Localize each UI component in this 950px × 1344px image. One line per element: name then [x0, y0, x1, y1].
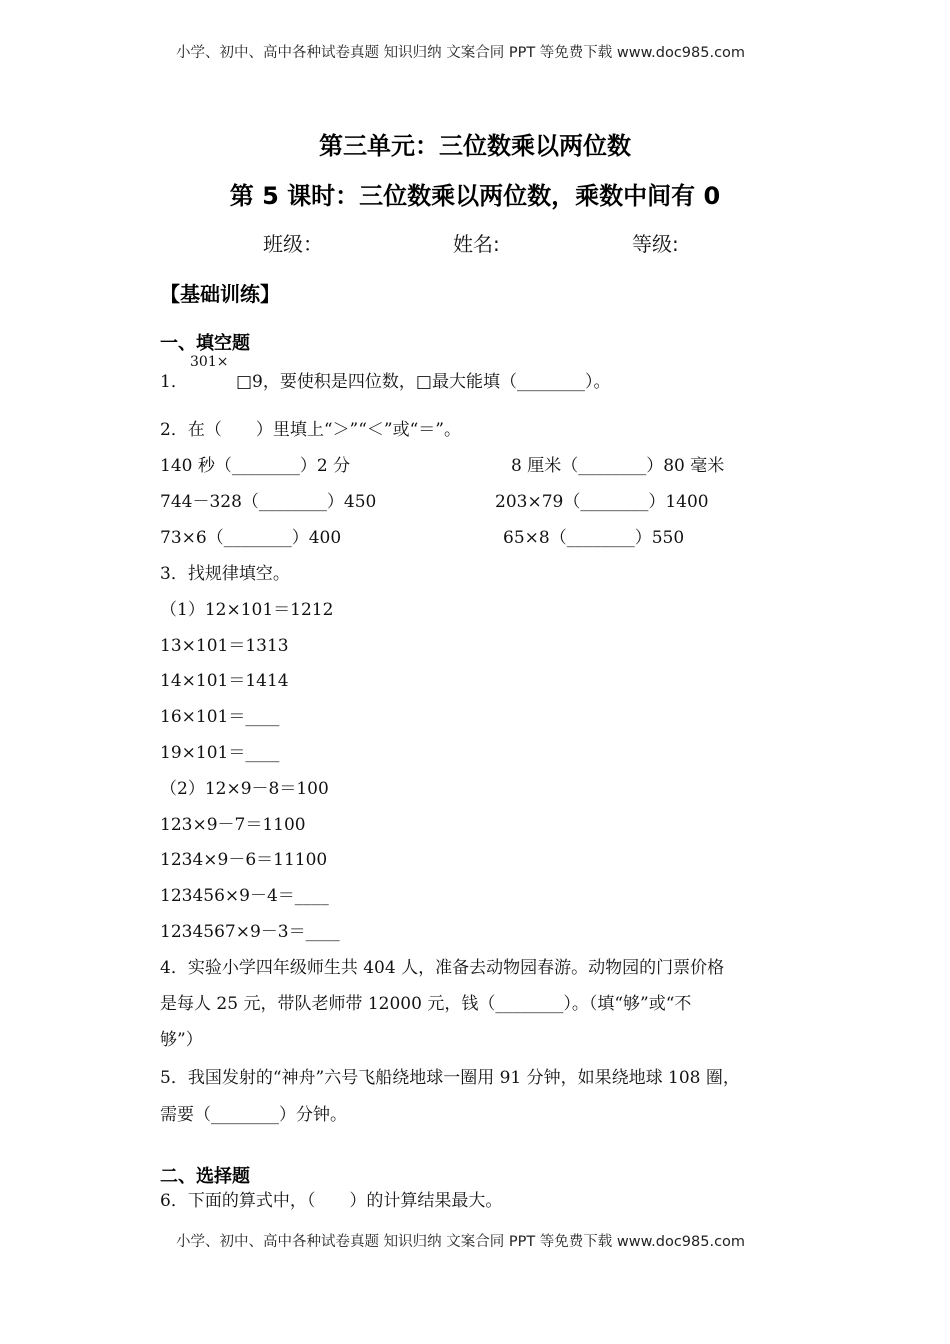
q3-line: 123456×9－4＝____	[160, 886, 329, 906]
q2-row2-left: 744－328（________）450	[160, 492, 377, 512]
q3-line: 16×101＝____	[160, 707, 280, 727]
part-multiple-choice: 二、选择题	[160, 1166, 250, 1187]
lesson-title: 第 5 课时：三位数乘以两位数，乘数中间有 0	[229, 182, 721, 210]
q4-line: 是每人 25 元，带队老师带 12000 元，钱（________）。（填“够”或“不	[160, 994, 692, 1014]
q3-line: 19×101＝____	[160, 743, 280, 763]
q3-line: 1234567×9－3＝____	[160, 922, 340, 942]
q2-row2-right: 203×79（________）1400	[495, 492, 709, 512]
q2-row3-right: 65×8（________）550	[503, 528, 685, 548]
name-label: 姓名:	[453, 232, 500, 256]
q3-line: （1）12×101＝1212	[160, 600, 334, 620]
q2-row3-left: 73×6（________）400	[160, 528, 342, 548]
q1-number: 1．	[160, 372, 188, 392]
q5-line: 5．我国发射的“神舟”六号飞船绕地球一圈用 91 分钟，如果绕地球 108 圈，	[160, 1068, 740, 1088]
class-label: 班级：	[263, 232, 323, 256]
q1-superscript: 301×	[190, 354, 229, 370]
page-header: 小学、初中、高中各种试卷真题 知识归纳 文案合同 PPT 等免费下载 www.doc985.com	[176, 45, 746, 61]
q3-line: （2）12×9－8＝100	[160, 779, 329, 799]
q4-line: 4．实验小学四年级师生共 404 人，准备去动物园春游。动物园的门票价格	[160, 958, 725, 978]
grade-label: 等级:	[632, 232, 679, 256]
q5-line: 需要（________）分钟。	[160, 1105, 347, 1125]
q2-row1-right: 8 厘米（________）80 毫米	[511, 456, 725, 476]
section-basic-training: 【基础训练】	[160, 282, 280, 306]
q1-text: □9，要使积是四位数，□最大能填（________）。	[236, 372, 611, 392]
q6-text: 6．下面的算式中，（ ）的计算结果最大。	[160, 1191, 503, 1211]
unit-title: 第三单元：三位数乘以两位数	[319, 132, 631, 160]
q3-line: 14×101＝1414	[160, 671, 289, 691]
q3-line: 123×9－7＝1100	[160, 815, 306, 835]
q3-line: 13×101＝1313	[160, 636, 289, 656]
q3-stem: 3．找规律填空。	[160, 564, 290, 584]
q4-line: 够”）	[160, 1030, 203, 1050]
q2-row1-left: 140 秒（________）2 分	[160, 456, 351, 476]
q2-stem: 2．在（ ）里填上“＞”“＜”或“＝”。	[160, 420, 461, 440]
page-footer: 小学、初中、高中各种试卷真题 知识归纳 文案合同 PPT 等免费下载 www.doc985.com	[176, 1234, 746, 1250]
part-fill-in-blank: 一、填空题	[160, 333, 250, 354]
q3-line: 1234×9－6＝11100	[160, 850, 328, 870]
